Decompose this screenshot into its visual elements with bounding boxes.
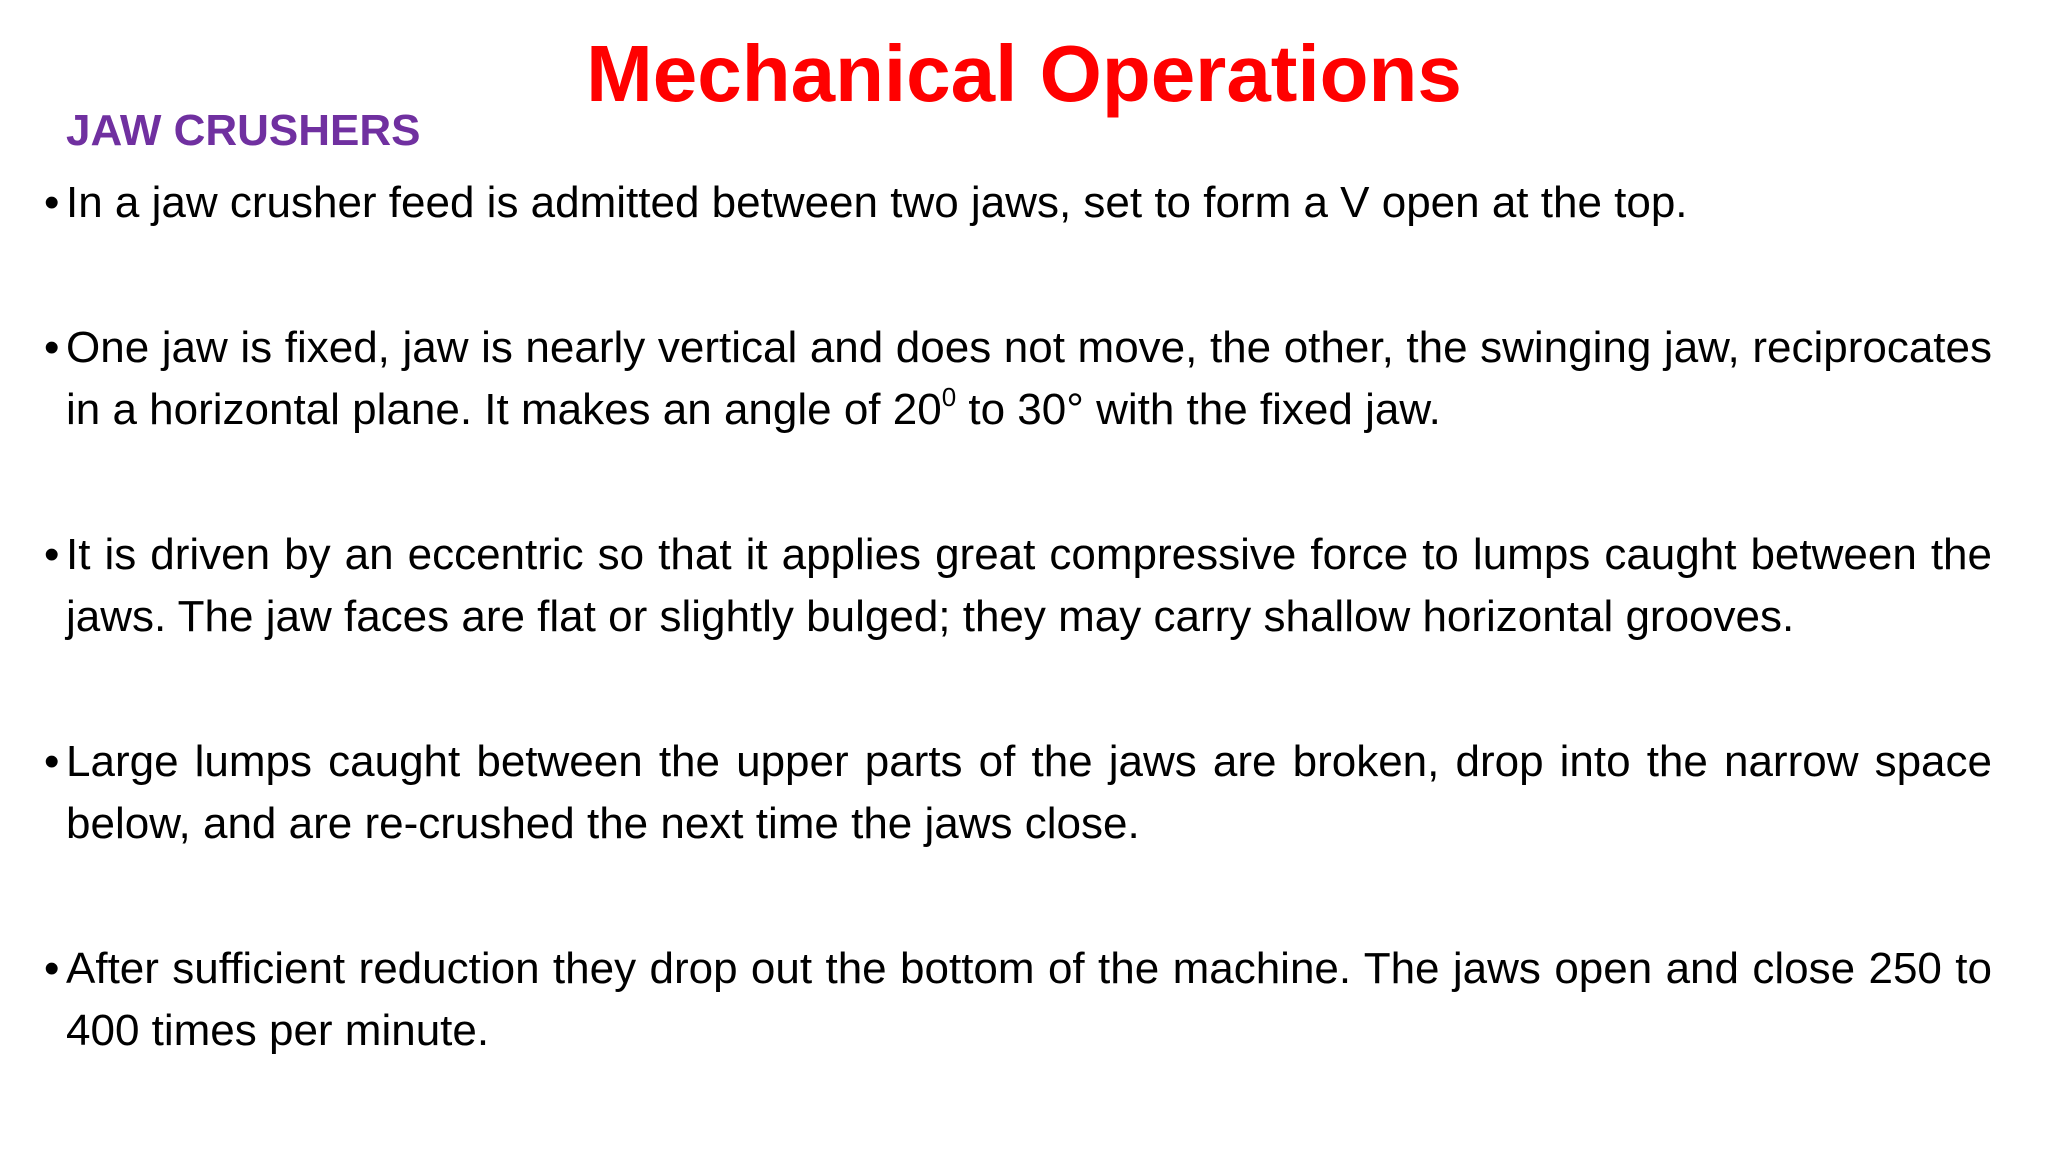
section-heading: JAW CRUSHERS — [66, 106, 421, 155]
bullet-list — [44, 172, 1992, 1145]
bullet-dot: • — [44, 944, 60, 993]
bullet-dot: • — [44, 323, 60, 372]
bullet-item-1 — [44, 172, 1992, 234]
bullet-text: Large lumps caught between the upper parts of the jaws are broken, drop into the narrow space below, and are re-crushed the next time the jaws close. — [66, 737, 1992, 848]
bullet-item-4 — [44, 731, 1992, 855]
bullet-item-3 — [44, 524, 1992, 648]
slide-title: Mechanical Operations — [586, 29, 1462, 118]
bullet-dot: • — [44, 178, 60, 227]
bullet-item-2 — [44, 317, 1992, 441]
bullet-dot: • — [44, 530, 60, 579]
bullet-text-continued: to 30° with the fixed jaw. — [956, 385, 1441, 434]
bullet-text: In a jaw crusher feed is admitted between two jaws, set to form a V open at the top. — [66, 178, 1688, 227]
bullet-item-5 — [44, 938, 1992, 1062]
bullet-text: It is driven by an eccentric so that it applies great compressive force to lumps caught between the jaws. The jaw faces are flat or slightly bulged; they may carry shallow horizontal grooves. — [66, 530, 1992, 641]
bullet-text: One jaw is fixed, jaw is nearly vertical and does not move, the other, the swinging jaw, reciprocates in a horizontal plane. It makes an angle of 20 — [66, 323, 1992, 434]
degree-superscript: 0 — [941, 382, 957, 412]
bullet-dot: • — [44, 737, 60, 786]
bullet-text: After sufficient reduction they drop out the bottom of the machine. The jaws open and close 250 to 400 times per minute. — [66, 944, 1992, 1055]
